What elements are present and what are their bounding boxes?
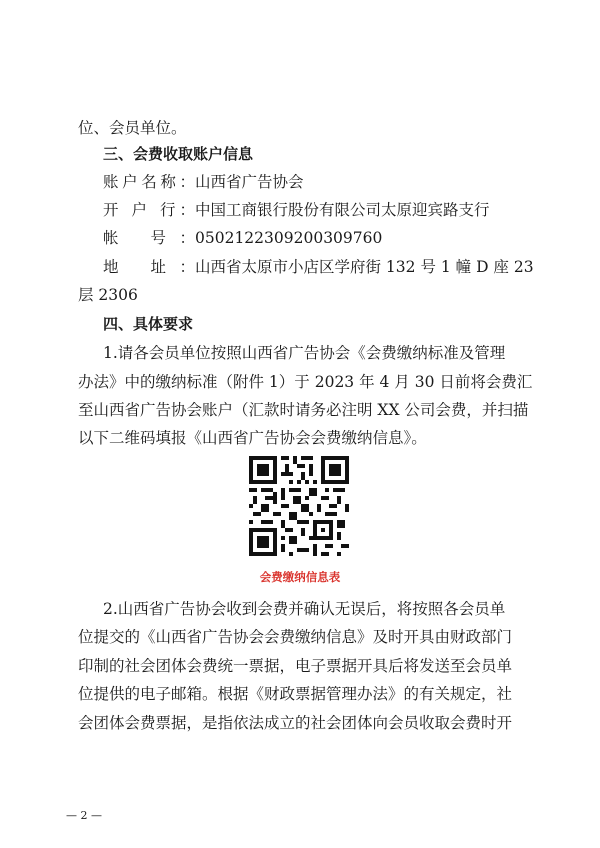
address-row	[103, 257, 553, 277]
requirement-2-line-4: 位提供的电子邮箱。根据《财政票据管理办法》的有关规定，社	[78, 685, 513, 703]
qr-code-image[interactable]	[249, 456, 349, 556]
requirement-2-line-3: 印制的社会团体会费统一票据，电子票据开具后将发送至会员单	[78, 657, 513, 675]
account-number-value: 0502122309200309760	[195, 229, 383, 247]
requirement-1-line-3: 至山西省广告协会账户（汇款时请务必注明 XX 公司会费，并扫描	[78, 401, 529, 419]
requirement-1-line-2: 办法》中的缴纳标准（附件 1）于 2023 年 4 月 30 日前将会费汇	[78, 373, 533, 391]
account-number-row	[103, 228, 553, 248]
address-continuation: 层 2306	[78, 286, 138, 304]
section-heading-account-info: 三、会费收取账户信息	[103, 145, 254, 163]
requirement-2-line-2: 位提交的《山西省广告协会会费缴纳信息》及时开具由财政部门	[78, 628, 513, 646]
requirement-1-line-4: 以下二维码填报《山西省广告协会会费缴纳信息》。	[78, 429, 427, 447]
account-name-row	[103, 172, 553, 192]
address-value: 山西省太原市小店区学府街 132 号 1 幢 D 座 23	[195, 258, 534, 276]
section-heading-requirements: 四、具体要求	[103, 315, 194, 333]
requirement-1-line-1: 1.请各会员单位按照山西省广告协会《会费缴纳标准及管理	[103, 344, 506, 362]
bank-label: 开 户 行：	[103, 201, 195, 219]
qr-code-caption[interactable]: 会费缴纳信息表	[259, 570, 341, 584]
bank-value: 中国工商银行股份有限公司太原迎宾路支行	[195, 201, 490, 219]
account-number-label: 帐 号：	[103, 229, 195, 247]
requirement-2-line-1: 2.山西省广告协会收到会费并确认无误后，将按照各会员单	[103, 600, 506, 618]
paragraph-continuation: 位、会员单位。	[78, 119, 187, 137]
requirement-2-line-5: 会团体会费票据，是指依法成立的社会团体向会员收取会费时开	[78, 714, 513, 732]
account-name-value: 山西省广告协会	[195, 173, 304, 191]
account-name-label: 账户名称：	[103, 173, 195, 191]
page-number: — 2 —	[66, 809, 102, 822]
bank-row	[103, 200, 553, 220]
address-label: 地 址：	[103, 258, 195, 276]
